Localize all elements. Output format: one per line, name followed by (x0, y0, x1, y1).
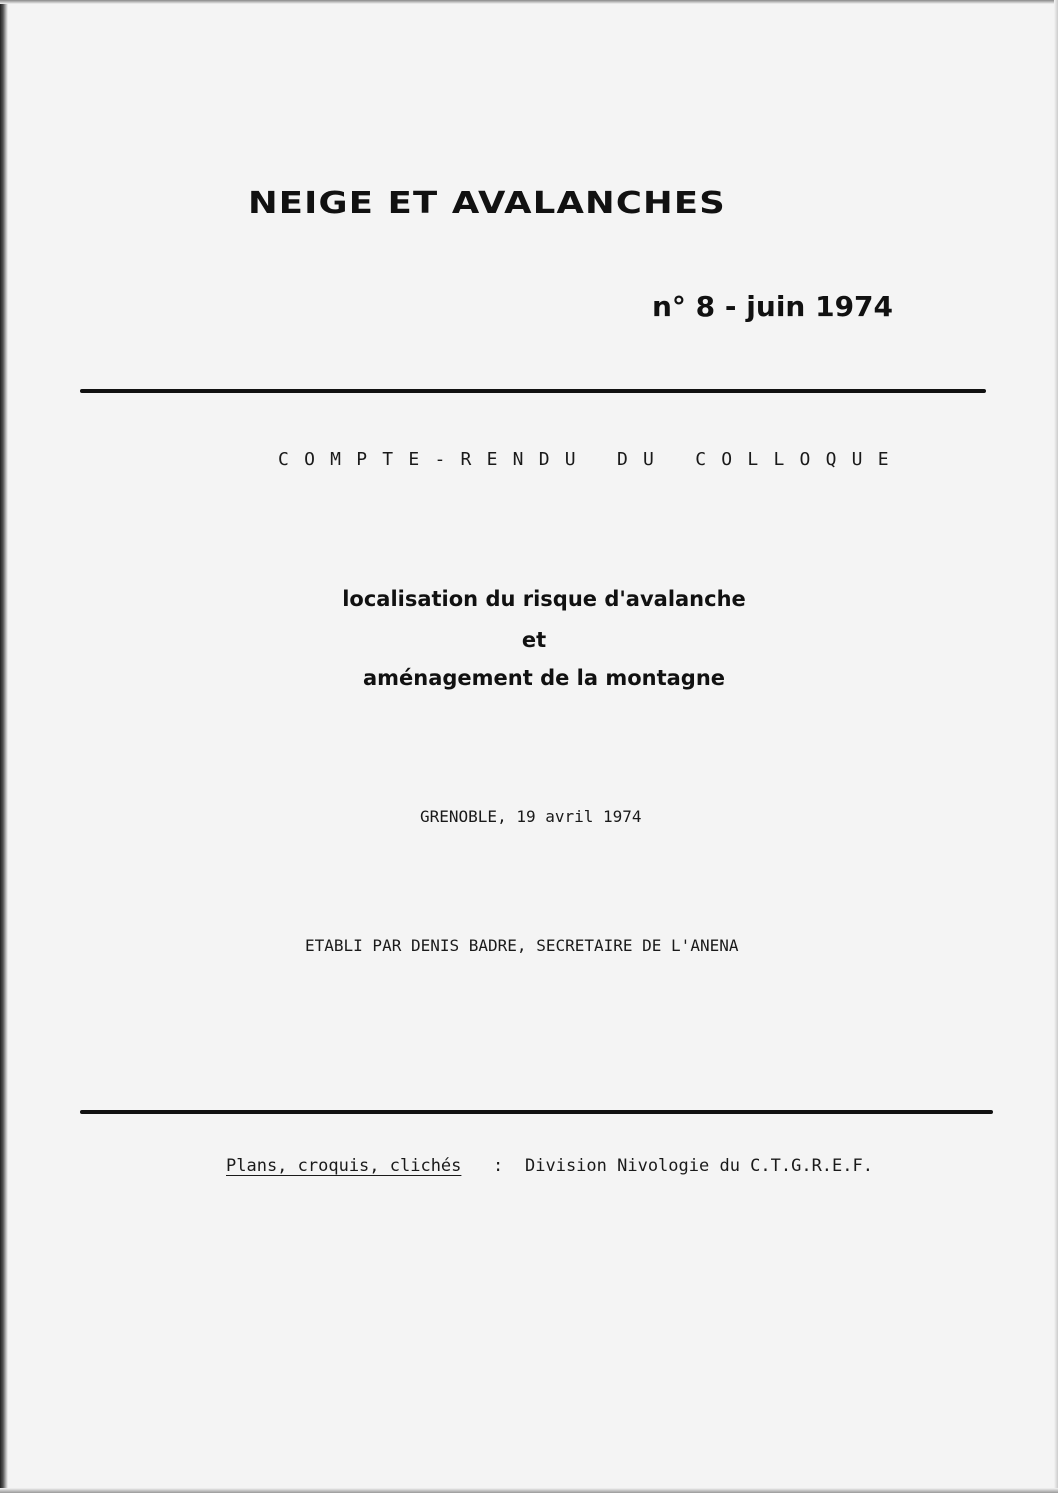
report-heading-word: C O M P T E - R E N D U (278, 449, 578, 470)
page-bottom-edge (0, 1488, 1058, 1493)
credits-value: Division Nivologie du C.T.G.R.E.F. (525, 1156, 873, 1176)
journal-title: NEIGE ET AVALANCHES (248, 186, 726, 221)
page-right-edge (1054, 0, 1058, 1493)
subject-line-3: aménagement de la montagne (362, 666, 726, 690)
report-heading-word: C O L L O Q U E (695, 449, 891, 470)
page-top-edge (0, 0, 1058, 4)
binding-edge (0, 0, 8, 1493)
top-divider (80, 389, 986, 393)
credits-separator: : (493, 1156, 504, 1176)
credits-label: Plans, croquis, clichés (226, 1156, 462, 1176)
report-heading-word: D U (616, 449, 657, 470)
subject-line-2: et (521, 628, 547, 652)
issue-number-date: n° 8 - juin 1974 (652, 290, 894, 323)
author-line: ETABLI PAR DENIS BADRE, SECRETAIRE DE L'ANENA (305, 936, 739, 955)
place-date: GRENOBLE, 19 avril 1974 (420, 807, 642, 826)
bottom-divider (80, 1110, 993, 1114)
report-heading (278, 449, 891, 470)
subject-line-1: localisation du risque d'avalanche (342, 587, 746, 611)
